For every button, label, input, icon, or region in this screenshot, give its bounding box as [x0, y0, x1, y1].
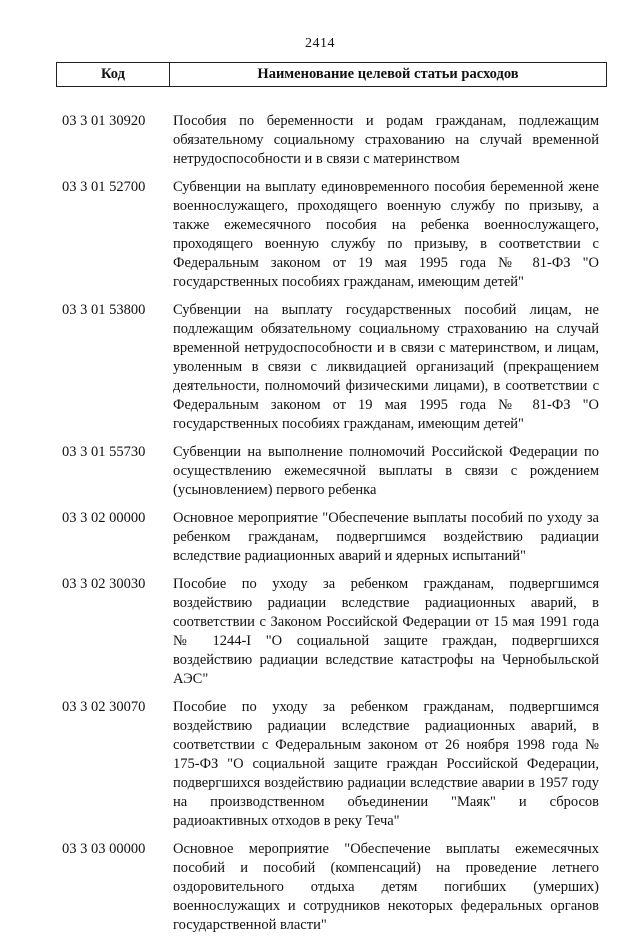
row-description: Основное мероприятие "Обеспечение выплаты пособий по уходу за ребенком гражданам, подвергшимся воздействию радиации вследствие радиационных аварий и ядерных испытаний" — [173, 510, 599, 564]
row-code: 03 3 03 00000 — [62, 841, 146, 857]
row-code: 03 3 01 53800 — [62, 302, 146, 318]
table-row — [56, 840, 607, 935]
row-code: 03 3 02 30030 — [62, 576, 146, 592]
row-description: Субвенции на выплату единовременного пособия беременной жене военнослужащего, проходящего военную службу по призыву, а также ежемесячного пособия на ребенка военнослужащего, проходящего военную службу по призыву, в соответствии с Федеральным законом от 19 мая 1995 года № 81-ФЗ "О государственных пособиях гражданам, имеющим детей" — [173, 179, 599, 290]
row-description: Основное мероприятие "Обеспечение выплаты ежемесячных пособий и пособий (компенсаций) на проведение летнего оздоровительного отдыха детям погибших (умерших) военнослужащих и сотрудников некоторых федеральных органов государственной власти" — [173, 841, 599, 933]
row-description: Субвенции на выплату государственных пособий лицам, не подлежащим обязательному социальному страхованию на случай временной нетрудоспособности и в связи с материнством, и лицам, уволенным в связи с ликвидацией организаций (прекращением деятельности, полномочий физическими лицами), в соответствии с Федеральным законом от 19 мая 1995 года № 81-ФЗ "О государственных пособиях гражданам, имеющим детей" — [173, 302, 599, 432]
row-code: 03 3 02 30070 — [62, 699, 146, 715]
page-number: 2414 — [305, 36, 335, 51]
row-description: Субвенции на выполнение полномочий Российской Федерации по осуществлению ежемесячной выплаты в связи с рождением (усыновлением) первого ребенка — [173, 444, 599, 498]
row-code: 03 3 01 55730 — [62, 444, 146, 460]
table-row — [56, 178, 607, 292]
row-description: Пособие по уходу за ребенком гражданам, подвергшимся воздействию радиации вследствие радиационных аварий, в соответствии с Федеральным законом от 26 ноября 1998 года № 175-ФЗ "О социальной защите граждан Российской Федерации, подвергшихся воздействию радиации вследствие аварии в 1957 году на производственном объединении "Маяк" и сбросов радиоактивных отходов в реку Теча" — [173, 699, 599, 829]
table-row — [56, 443, 607, 500]
row-description: Пособие по уходу за ребенком гражданам, подвергшимся воздействию радиации вследствие радиационных аварий, в соответствии с Законом Российской Федерации от 15 мая 1991 года № 1244-I "О социальной защите граждан, подвергшихся воздействию радиации вследствие катастрофы на Чернобыльской АЭС" — [173, 576, 599, 687]
table-row — [56, 698, 607, 831]
row-code: 03 3 02 00000 — [62, 510, 146, 526]
table-row — [56, 575, 607, 689]
table-row — [56, 509, 607, 566]
row-description: Пособия по беременности и родам гражданам, подлежащим обязательному социальному страхованию на случай временной нетрудоспособности и в связи с материнством — [173, 113, 599, 167]
table-row — [56, 112, 607, 169]
column-header-code: Код — [57, 63, 170, 86]
table-body — [56, 112, 607, 944]
column-header-name: Наименование целевой статьи расходов — [257, 66, 519, 82]
row-code: 03 3 01 30920 — [62, 113, 146, 129]
table-row — [56, 301, 607, 434]
table-header — [56, 62, 607, 87]
row-code: 03 3 01 52700 — [62, 179, 146, 195]
